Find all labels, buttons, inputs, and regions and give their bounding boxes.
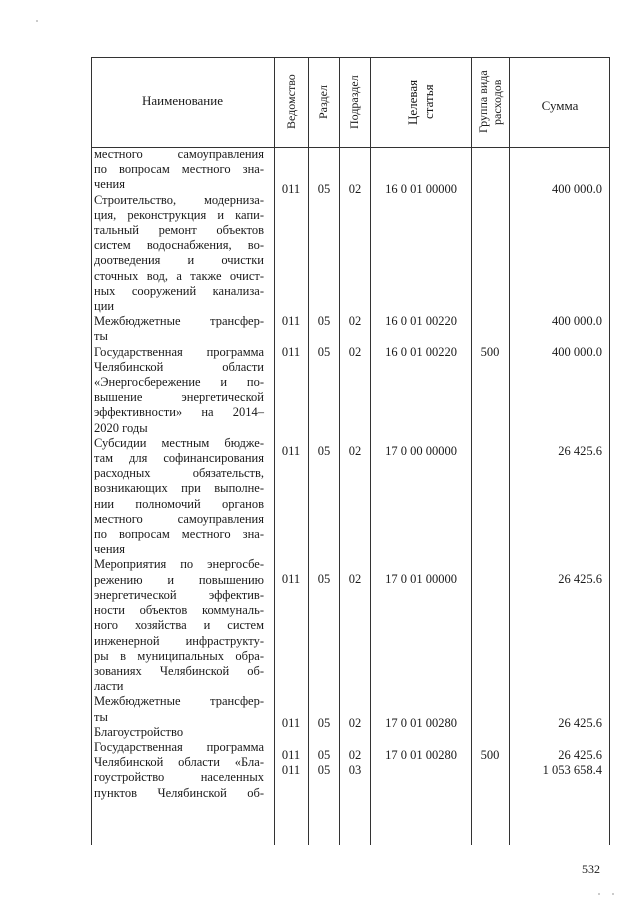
name-line: чения (94, 177, 125, 192)
cell-podrazdel: 02 (348, 345, 362, 359)
cell-summa: 26 425.6 (558, 716, 602, 730)
name-line: эффективности» на 2014– (94, 405, 264, 420)
name-line: ции (94, 299, 115, 314)
header-vedomstvo: Ведомство (284, 74, 298, 130)
cell-vedomstvo: 011 (281, 572, 301, 586)
name-line: энергетической эффектив- (94, 587, 264, 602)
header-summa: Сумма (541, 98, 579, 113)
header-gruppa-line2: расходов (490, 79, 504, 125)
cell-vedomstvo: 011 (281, 345, 301, 359)
cell-vedomstvo: 011 (281, 763, 301, 777)
name-line: Государственная программа (94, 344, 264, 359)
name-line: Челябинской области «Бла- (94, 755, 264, 770)
name-line: Строительство, модерниза- (94, 192, 264, 207)
cell-podrazdel: 02 (348, 314, 362, 328)
cell-celevaya: 17 0 01 00280 (385, 716, 457, 730)
cell-podrazdel: 02 (348, 182, 362, 196)
name-line: зованиях Челябинской об- (94, 663, 264, 678)
cell-celevaya: 16 0 01 00000 (385, 182, 457, 196)
scan-speck (36, 20, 38, 22)
cell-celevaya: 17 0 01 00000 (385, 572, 457, 586)
cell-summa: 26 425.6 (558, 444, 602, 458)
name-line: там для софинансирования (94, 451, 264, 466)
name-line: Благоустройство (94, 724, 184, 739)
name-line: пунктов Челябинской об- (94, 785, 264, 800)
name-line: по вопросам местного зна- (94, 162, 264, 177)
cell-razdel: 05 (317, 444, 331, 458)
name-line: ры в муниципальных обра- (94, 648, 264, 663)
name-line: местного самоуправления (94, 147, 264, 161)
name-line: по вопросам местного зна- (94, 527, 264, 542)
cell-summa: 400 000.0 (552, 314, 602, 328)
cell-summa: 400 000.0 (552, 345, 602, 359)
cell-vedomstvo: 011 (281, 716, 301, 730)
cell-razdel: 05 (317, 182, 331, 196)
header-podrazdel: Подраздел (347, 75, 361, 129)
name-line: ты (94, 329, 108, 344)
cell-gruppa: 500 (480, 748, 500, 762)
header-celevaya-line1: Целевая (405, 79, 420, 125)
cell-summa: 1 053 658.4 (542, 763, 602, 777)
name-line: вышение энергетической (94, 390, 264, 405)
page-number: 532 (582, 862, 600, 876)
cell-vedomstvo: 011 (281, 314, 301, 328)
name-line: Межбюджетные трансфер- (94, 314, 264, 329)
name-line: чения (94, 542, 125, 557)
scan-speck (612, 893, 614, 895)
name-line: инженерной инфраструкту- (94, 633, 264, 648)
name-line: Межбюджетные трансфер- (94, 694, 264, 709)
cell-razdel: 05 (317, 763, 331, 777)
name-line: ности объектов коммуналь- (94, 603, 264, 618)
name-line: возникающих при выполне- (94, 481, 264, 496)
cell-celevaya: 16 0 01 00220 (385, 314, 457, 328)
cell-summa: 26 425.6 (558, 572, 602, 586)
cell-summa: 26 425.6 (558, 748, 602, 762)
name-line: расходных обязательств, (94, 466, 264, 481)
header-celevaya-line2: статья (421, 84, 436, 120)
header-razdel: Раздел (316, 85, 330, 119)
name-line: нии полномочий органов (94, 496, 264, 511)
name-line: «Энергосбережение и по- (94, 375, 264, 390)
name-line: Государственная программа (94, 739, 264, 754)
header-name: Наименование (142, 93, 223, 108)
name-line: сточных вод, а также очист- (94, 268, 264, 283)
cell-razdel: 05 (317, 716, 331, 730)
name-line: гоустройство населенных (94, 770, 264, 785)
cell-vedomstvo: 011 (281, 182, 301, 196)
cell-razdel: 05 (317, 572, 331, 586)
cell-vedomstvo: 011 (281, 444, 301, 458)
scan-speck (598, 893, 600, 895)
cell-podrazdel: 02 (348, 716, 362, 730)
cell-summa: 400 000.0 (552, 182, 602, 196)
name-line: Челябинской области (94, 359, 264, 374)
cell-celevaya: 16 0 01 00220 (385, 345, 457, 359)
name-line: ного хозяйства и систем (94, 618, 264, 633)
name-line: ция, реконструкция и капи- (94, 207, 264, 222)
name-line: Субсидии местным бюдже- (94, 435, 264, 450)
cell-razdel: 05 (317, 314, 331, 328)
cell-razdel: 05 (317, 345, 331, 359)
name-line: режению и повышению (94, 572, 264, 587)
cell-gruppa: 500 (480, 345, 500, 359)
cell-vedomstvo: 011 (281, 748, 301, 762)
cell-celevaya: 17 0 01 00280 (385, 748, 457, 762)
name-line: ты (94, 709, 108, 724)
name-line: доотведения и очистки (94, 253, 264, 268)
name-line: ных сооружений канализа- (94, 283, 264, 298)
name-line: Мероприятия по энергосбе- (94, 557, 264, 572)
cell-podrazdel: 02 (348, 572, 362, 586)
header-gruppa-line1: Группа вида (476, 70, 490, 134)
cell-razdel: 05 (317, 748, 331, 762)
name-line: тальный ремонт объектов (94, 223, 264, 238)
name-line: 2020 годы (94, 420, 148, 435)
cell-podrazdel: 02 (348, 748, 362, 762)
name-line: систем водоснабжения, во- (94, 238, 264, 253)
name-line: местного самоуправления (94, 511, 264, 526)
name-line: ласти (94, 679, 124, 694)
cell-podrazdel: 03 (348, 763, 362, 777)
name-column (94, 147, 264, 801)
cell-podrazdel: 02 (348, 444, 362, 458)
cell-celevaya: 17 0 00 00000 (385, 444, 457, 458)
